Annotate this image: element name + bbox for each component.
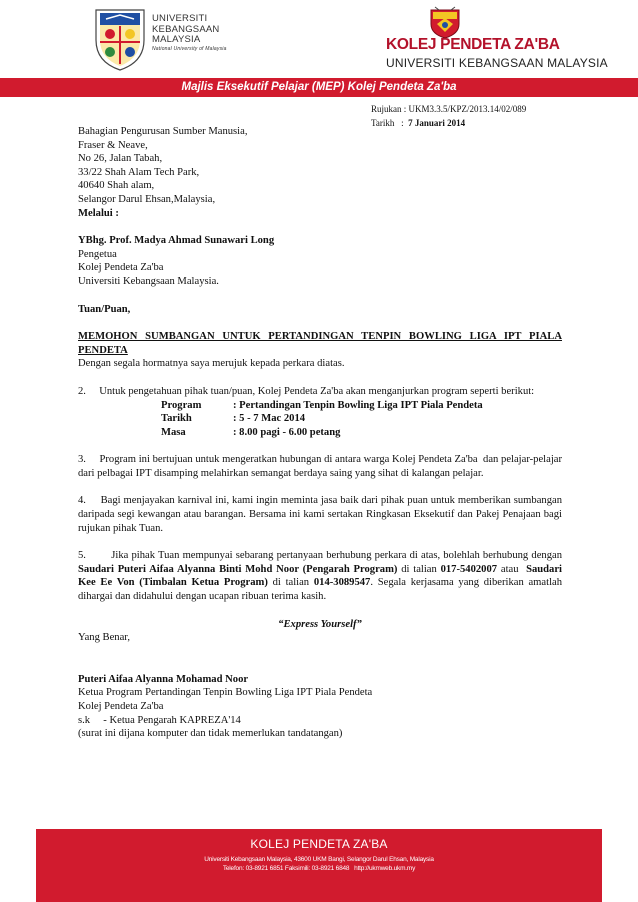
para5-text: di talian: [397, 563, 441, 575]
signatory-note: (surat ini dijana komputer dan tidak memerlukan tandatangan): [78, 728, 343, 740]
ukm-name-line-1: UNIVERSITI: [152, 13, 208, 24]
subject-line: MEMOHON SUMBANGAN UNTUK PERTANDINGAN TENPIN BOWLING LIGA IPT PIALA PENDETA: [78, 331, 562, 356]
program-row: [161, 399, 562, 413]
kpz-crest-logo: [427, 4, 463, 40]
footer-banner: [36, 829, 602, 902]
date-value: 7 Januari 2014: [408, 118, 466, 128]
ukm-crest-logo: [92, 6, 148, 72]
recipient-line: Fraser & Neave,: [78, 139, 148, 151]
recipient-line: No 26, Jalan Tabah,: [78, 153, 163, 165]
contact-2-name: Saudari Kee Ee Von (Timbalan Ketua Program): [78, 563, 565, 589]
ukm-name-block: [152, 14, 227, 53]
para5-text: di talian: [267, 577, 314, 589]
program-row: [161, 412, 562, 426]
recipient-line: 33/22 Shah Alam Tech Park,: [78, 166, 200, 178]
signatory-line: Ketua Program Pertandingan Tenpin Bowling Liga IPT Piala Pendeta: [78, 687, 373, 699]
program-key: Tarikh: [161, 413, 192, 425]
salutation: Tuan/Puan,: [78, 303, 131, 315]
via-line: Pengetua: [78, 248, 117, 260]
paragraph-1: Dengan segala hormatnya saya merujuk kepada perkara diatas.: [78, 358, 345, 370]
footer-address: Universiti Kebangsaan Malaysia, 43600 UKM Bangi, Selangor Darul Ehsan, Malaysia: [204, 856, 434, 863]
motto: “Express Yourself”: [278, 618, 362, 630]
contact-2-phone: 014-3089547: [313, 577, 371, 589]
para5-text: . Segala kerjasama yang diberikan amatlah dihargai dan didahului dengan ucapan ribuan terima kasih.: [78, 577, 565, 603]
via-line: Kolej Pendeta Za'ba: [78, 262, 164, 274]
ukm-name-line-2: KEBANGSAAN: [152, 23, 220, 35]
program-value: : 8.00 pagi - 6.00 petang: [233, 426, 341, 438]
program-key: Masa: [161, 426, 186, 438]
paragraph-4: 4. Bagi menjayakan karnival ini, kami ingin meminta jasa baik dari pihak puan untuk memberikan sumbangan daripada segi kewangan atau barangan. Bersama ini kami sertakan Ringkasan Eksekutif dan Pakej Penajaan bagi rujukan pihak Tuan.: [78, 495, 565, 534]
para5-text: 5. Jika pihak Tuan mempunyai sebarang pertanyaan berhubung perkara di atas, bolehlah berhubung dengan: [78, 550, 565, 562]
closing: Yang Benar,: [78, 632, 131, 644]
kpz-title: KOLEJ PENDETA ZA'BA: [386, 36, 560, 53]
signatory-line: s.k - Ketua Pengarah KAPREZA'14: [78, 714, 241, 726]
via-name: YBhg. Prof. Madya Ahmad Sunawari Long: [78, 235, 275, 247]
signatory-line: Kolej Pendeta Za'ba: [78, 701, 164, 712]
reference-number: Rujukan : UKM3.3.5/KPZ/2013.14/02/089: [371, 104, 527, 114]
paragraph-3: 3. Program ini bertujuan untuk mengeratkan hubungan di antara warga Kolej Pendeta Za'ba dan pelajar-pelajar dari pelbagai IPT disamping melahirkan semangat berdaya saing yang sihat di kalangan pelajar.: [78, 454, 565, 479]
footer-contact: Telefon: 03-8921 6851 Faksimili: 03-8921 6848 http://ukmweb.ukm.my: [222, 865, 416, 872]
recipient-line: Selangor Darul Ehsan,Malaysia,: [78, 193, 216, 205]
header-banner-text: Majlis Eksekutif Pelajar (MEP) Kolej Pendeta Za'ba: [181, 81, 457, 93]
date-label: Tarikh :: [371, 118, 409, 128]
program-row: [161, 426, 562, 440]
letter-body: [78, 125, 565, 741]
via-line: Universiti Kebangsaan Malaysia.: [78, 275, 219, 287]
program-value: : 5 - 7 Mac 2014: [233, 413, 306, 425]
paragraph-5: [78, 549, 565, 603]
contact-1-phone: 017-5402007: [440, 563, 498, 575]
ukm-name-line-3: MALAYSIA: [152, 34, 201, 46]
footer-title: KOLEJ PENDETA ZA'BA: [250, 837, 388, 851]
kpz-subtitle: UNIVERSITI KEBANGSAAN MALAYSIA: [386, 56, 608, 70]
via-label: Melalui :: [78, 207, 119, 219]
program-key: Program: [161, 399, 202, 411]
para5-text: atau: [497, 563, 527, 575]
header-banner: [0, 78, 638, 97]
recipient-line: 40640 Shah alam,: [78, 180, 155, 192]
recipient-line: Bahagian Pengurusan Sumber Manusia,: [78, 126, 248, 137]
ukm-tagline: National University of Malaysia: [152, 45, 227, 52]
program-value: : Pertandingan Tenpin Bowling Liga IPT Piala Pendeta: [233, 399, 483, 411]
contact-1-name: Saudari Puteri Aifaa Alyanna Binti Mohd Noor (Pengarah Program): [78, 563, 398, 575]
signatory-name: Puteri Aifaa Alyanna Mohamad Noor: [78, 673, 249, 685]
paragraph-2: 2. Untuk pengetahuan pihak tuan/puan, Kolej Pendeta Za'ba akan menganjurkan program seperti berikut:: [78, 385, 535, 397]
